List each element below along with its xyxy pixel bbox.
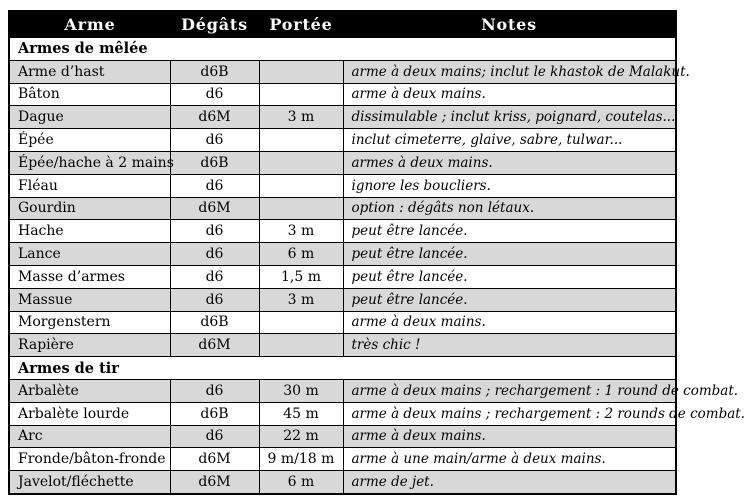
notes-cell: très chic ! bbox=[343, 334, 676, 357]
damage-cell: d6B bbox=[170, 60, 259, 83]
notes-cell: arme de jet. bbox=[343, 471, 676, 494]
table-row bbox=[9, 83, 676, 106]
damage-cell: d6 bbox=[170, 379, 259, 402]
damage-cell: d6B bbox=[170, 311, 259, 334]
damage-cell: d6B bbox=[170, 151, 259, 174]
weapon-name-cell: Fléau bbox=[9, 174, 170, 197]
range-cell: 3 m bbox=[259, 106, 343, 129]
weapon-name-cell: Arbalète bbox=[9, 379, 170, 402]
weapon-name-cell: Massue bbox=[9, 288, 170, 311]
weapon-name-cell: Bâton bbox=[9, 83, 170, 106]
range-cell bbox=[259, 60, 343, 83]
notes-cell: armes à deux mains. bbox=[343, 151, 676, 174]
weapon-name-cell: Dague bbox=[9, 106, 170, 129]
range-cell: 3 m bbox=[259, 220, 343, 243]
damage-cell: d6B bbox=[170, 402, 259, 425]
weapon-name-cell: Épée bbox=[9, 129, 170, 152]
range-cell bbox=[259, 174, 343, 197]
notes-cell: arme à deux mains. bbox=[343, 425, 676, 448]
range-cell: 3 m bbox=[259, 288, 343, 311]
notes-cell: dissimulable ; inclut kriss, poignard, coutelas... bbox=[343, 106, 676, 129]
weapon-name-cell: Morgenstern bbox=[9, 311, 170, 334]
weapon-name-cell: Fronde/bâton-fronde bbox=[9, 448, 170, 471]
table-row bbox=[9, 197, 676, 220]
weapon-name-cell: Arbalète lourde bbox=[9, 402, 170, 425]
table-row bbox=[9, 311, 676, 334]
table-row bbox=[9, 471, 676, 494]
table-row bbox=[9, 448, 676, 471]
notes-cell: arme à une main/arme à deux mains. bbox=[343, 448, 676, 471]
notes-cell: ignore les boucliers. bbox=[343, 174, 676, 197]
weapon-name-cell: Arc bbox=[9, 425, 170, 448]
damage-cell: d6 bbox=[170, 83, 259, 106]
table-row bbox=[9, 379, 676, 402]
notes-cell: arme à deux mains. bbox=[343, 311, 676, 334]
range-cell bbox=[259, 83, 343, 106]
section-title: Armes de tir bbox=[9, 357, 676, 380]
notes-cell: arme à deux mains ; rechargement : 2 rounds de combat. bbox=[343, 402, 676, 425]
table-row bbox=[9, 60, 676, 83]
range-cell: 30 m bbox=[259, 379, 343, 402]
damage-cell: d6M bbox=[170, 334, 259, 357]
damage-cell: d6M bbox=[170, 448, 259, 471]
section-header-row bbox=[9, 357, 676, 380]
table-row bbox=[9, 151, 676, 174]
weapon-name-cell: Rapière bbox=[9, 334, 170, 357]
range-cell: 9 m/18 m bbox=[259, 448, 343, 471]
notes-cell: peut être lancée. bbox=[343, 265, 676, 288]
table-row bbox=[9, 425, 676, 448]
range-cell bbox=[259, 197, 343, 220]
weapon-name-cell: Gourdin bbox=[9, 197, 170, 220]
range-cell bbox=[259, 129, 343, 152]
notes-cell: arme à deux mains. bbox=[343, 83, 676, 106]
weapon-name-cell: Masse d’armes bbox=[9, 265, 170, 288]
table-row bbox=[9, 334, 676, 357]
damage-cell: d6M bbox=[170, 471, 259, 494]
notes-cell: arme à deux mains ; rechargement : 1 round de combat. bbox=[343, 379, 676, 402]
range-cell: 22 m bbox=[259, 425, 343, 448]
damage-cell: d6 bbox=[170, 129, 259, 152]
table-row bbox=[9, 106, 676, 129]
notes-cell: peut être lancée. bbox=[343, 243, 676, 266]
table-row bbox=[9, 288, 676, 311]
table-row bbox=[9, 402, 676, 425]
table-header bbox=[9, 11, 676, 38]
table-row bbox=[9, 243, 676, 266]
table-body bbox=[9, 38, 745, 494]
damage-cell: d6 bbox=[170, 425, 259, 448]
weapon-name-cell: Javelot/fléchette bbox=[9, 471, 170, 494]
range-cell bbox=[259, 334, 343, 357]
range-cell: 6 m bbox=[259, 243, 343, 266]
section-title: Armes de mêlée bbox=[9, 38, 676, 61]
column-header-portee: Portée bbox=[259, 11, 343, 38]
damage-cell: d6 bbox=[170, 174, 259, 197]
notes-cell: arme à deux mains; inclut le khastok de Malakut. bbox=[343, 60, 676, 83]
weapon-name-cell: Hache bbox=[9, 220, 170, 243]
header-row bbox=[9, 11, 676, 38]
range-cell: 1,5 m bbox=[259, 265, 343, 288]
damage-cell: d6 bbox=[170, 265, 259, 288]
table-row bbox=[9, 265, 676, 288]
range-cell bbox=[259, 311, 343, 334]
damage-cell: d6 bbox=[170, 243, 259, 266]
column-header-degats: Dégâts bbox=[170, 11, 259, 38]
notes-cell: inclut cimeterre, glaive, sabre, tulwar... bbox=[343, 129, 676, 152]
damage-cell: d6M bbox=[170, 197, 259, 220]
table-row bbox=[9, 220, 676, 243]
damage-cell: d6 bbox=[170, 288, 259, 311]
column-header-notes: Notes bbox=[343, 11, 676, 38]
range-cell: 6 m bbox=[259, 471, 343, 494]
table-row bbox=[9, 174, 676, 197]
weapon-name-cell: Lance bbox=[9, 243, 170, 266]
damage-cell: d6M bbox=[170, 106, 259, 129]
range-cell: 45 m bbox=[259, 402, 343, 425]
range-cell bbox=[259, 151, 343, 174]
damage-cell: d6 bbox=[170, 220, 259, 243]
table-row bbox=[9, 129, 676, 152]
notes-cell: option : dégâts non létaux. bbox=[343, 197, 676, 220]
column-header-arme: Arme bbox=[9, 11, 170, 38]
weapon-name-cell: Épée/hache à 2 mains bbox=[9, 151, 170, 174]
section-header-row bbox=[9, 38, 676, 61]
notes-cell: peut être lancée. bbox=[343, 220, 676, 243]
notes-cell: peut être lancée. bbox=[343, 288, 676, 311]
weapons-table bbox=[8, 10, 745, 495]
weapon-name-cell: Arme d’hast bbox=[9, 60, 170, 83]
